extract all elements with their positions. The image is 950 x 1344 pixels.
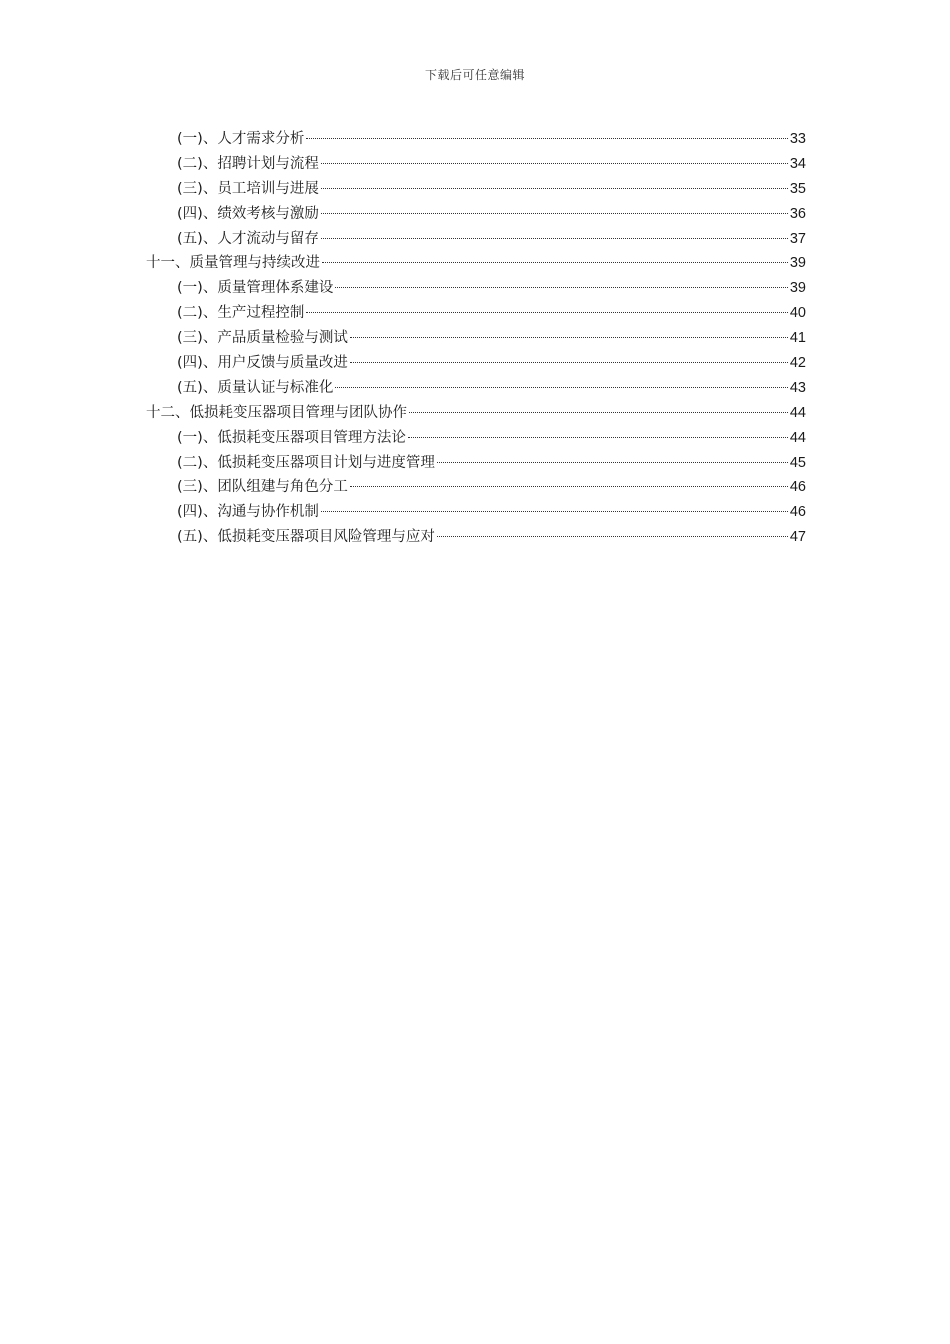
toc-entry-page-number: 42 bbox=[789, 355, 806, 372]
toc-dot-leader bbox=[335, 387, 788, 388]
toc-dot-leader bbox=[437, 536, 788, 537]
toc-entry-title: (三)、团队组建与角色分工 bbox=[177, 479, 348, 496]
toc-dot-leader bbox=[437, 462, 788, 463]
toc-entry-page-number: 39 bbox=[789, 255, 806, 272]
table-of-contents bbox=[146, 127, 806, 550]
toc-dot-leader bbox=[335, 287, 788, 288]
toc-chapter-entry[interactable] bbox=[146, 251, 806, 276]
toc-section-entry[interactable] bbox=[146, 475, 806, 500]
toc-entry-title: (五)、人才流动与留存 bbox=[177, 230, 319, 247]
toc-dot-leader bbox=[350, 362, 788, 363]
toc-section-entry[interactable] bbox=[146, 276, 806, 301]
toc-entry-title: (三)、员工培训与进展 bbox=[177, 180, 319, 197]
toc-entry-page-number: 35 bbox=[789, 180, 806, 197]
toc-entry-page-number: 46 bbox=[789, 479, 806, 496]
toc-entry-title: 十二、低损耗变压器项目管理与团队协作 bbox=[146, 404, 407, 421]
toc-section-entry[interactable] bbox=[146, 351, 806, 376]
toc-entry-page-number: 44 bbox=[789, 429, 806, 446]
toc-entry-page-number: 40 bbox=[789, 305, 806, 322]
toc-entry-title: (四)、绩效考核与激励 bbox=[177, 205, 319, 222]
toc-dot-leader bbox=[350, 337, 788, 338]
toc-section-entry[interactable] bbox=[146, 525, 806, 550]
toc-entry-page-number: 36 bbox=[789, 205, 806, 222]
toc-entry-title: (五)、质量认证与标准化 bbox=[177, 379, 334, 396]
toc-dot-leader bbox=[321, 511, 788, 512]
toc-entry-title: (二)、生产过程控制 bbox=[177, 305, 305, 322]
toc-entry-page-number: 45 bbox=[789, 454, 806, 471]
toc-section-entry[interactable] bbox=[146, 500, 806, 525]
toc-section-entry[interactable] bbox=[146, 326, 806, 351]
toc-section-entry[interactable] bbox=[146, 301, 806, 326]
toc-section-entry[interactable] bbox=[146, 127, 806, 152]
toc-dot-leader bbox=[321, 238, 788, 239]
toc-chapter-entry[interactable] bbox=[146, 401, 806, 426]
toc-entry-page-number: 44 bbox=[789, 404, 806, 421]
toc-entry-title: (五)、低损耗变压器项目风险管理与应对 bbox=[177, 529, 435, 546]
toc-entry-title: (四)、沟通与协作机制 bbox=[177, 504, 319, 521]
toc-section-entry[interactable] bbox=[146, 177, 806, 202]
toc-entry-title: (二)、招聘计划与流程 bbox=[177, 155, 319, 172]
toc-entry-title: (二)、低损耗变压器项目计划与进度管理 bbox=[177, 454, 435, 471]
toc-entry-page-number: 43 bbox=[789, 379, 806, 396]
toc-dot-leader bbox=[321, 188, 788, 189]
toc-entry-page-number: 41 bbox=[789, 330, 806, 347]
toc-dot-leader bbox=[321, 213, 788, 214]
toc-dot-leader bbox=[408, 437, 788, 438]
toc-entry-title: 十一、质量管理与持续改进 bbox=[146, 255, 320, 272]
toc-dot-leader bbox=[409, 412, 788, 413]
toc-entry-title: (一)、质量管理体系建设 bbox=[177, 280, 334, 297]
toc-entry-page-number: 46 bbox=[789, 504, 806, 521]
toc-section-entry[interactable] bbox=[146, 152, 806, 177]
toc-entry-page-number: 47 bbox=[789, 529, 806, 546]
toc-dot-leader bbox=[306, 138, 788, 139]
toc-dot-leader bbox=[321, 163, 788, 164]
toc-dot-leader bbox=[350, 486, 788, 487]
toc-section-entry[interactable] bbox=[146, 376, 806, 401]
toc-entry-title: (三)、产品质量检验与测试 bbox=[177, 330, 348, 347]
toc-section-entry[interactable] bbox=[146, 451, 806, 476]
toc-section-entry[interactable] bbox=[146, 202, 806, 227]
toc-entry-page-number: 37 bbox=[789, 230, 806, 247]
toc-entry-title: (一)、人才需求分析 bbox=[177, 131, 305, 147]
toc-entry-page-number: 34 bbox=[789, 155, 806, 172]
toc-dot-leader bbox=[322, 262, 788, 263]
toc-entry-title: (四)、用户反馈与质量改进 bbox=[177, 355, 348, 372]
toc-entry-title: (一)、低损耗变压器项目管理方法论 bbox=[177, 429, 406, 446]
toc-section-entry[interactable] bbox=[146, 227, 806, 252]
toc-dot-leader bbox=[306, 312, 788, 313]
toc-entry-page-number: 39 bbox=[789, 280, 806, 297]
page-header: 下载后可任意编辑 bbox=[424, 68, 525, 82]
toc-section-entry[interactable] bbox=[146, 426, 806, 451]
toc-entry-page-number: 33 bbox=[789, 131, 806, 147]
